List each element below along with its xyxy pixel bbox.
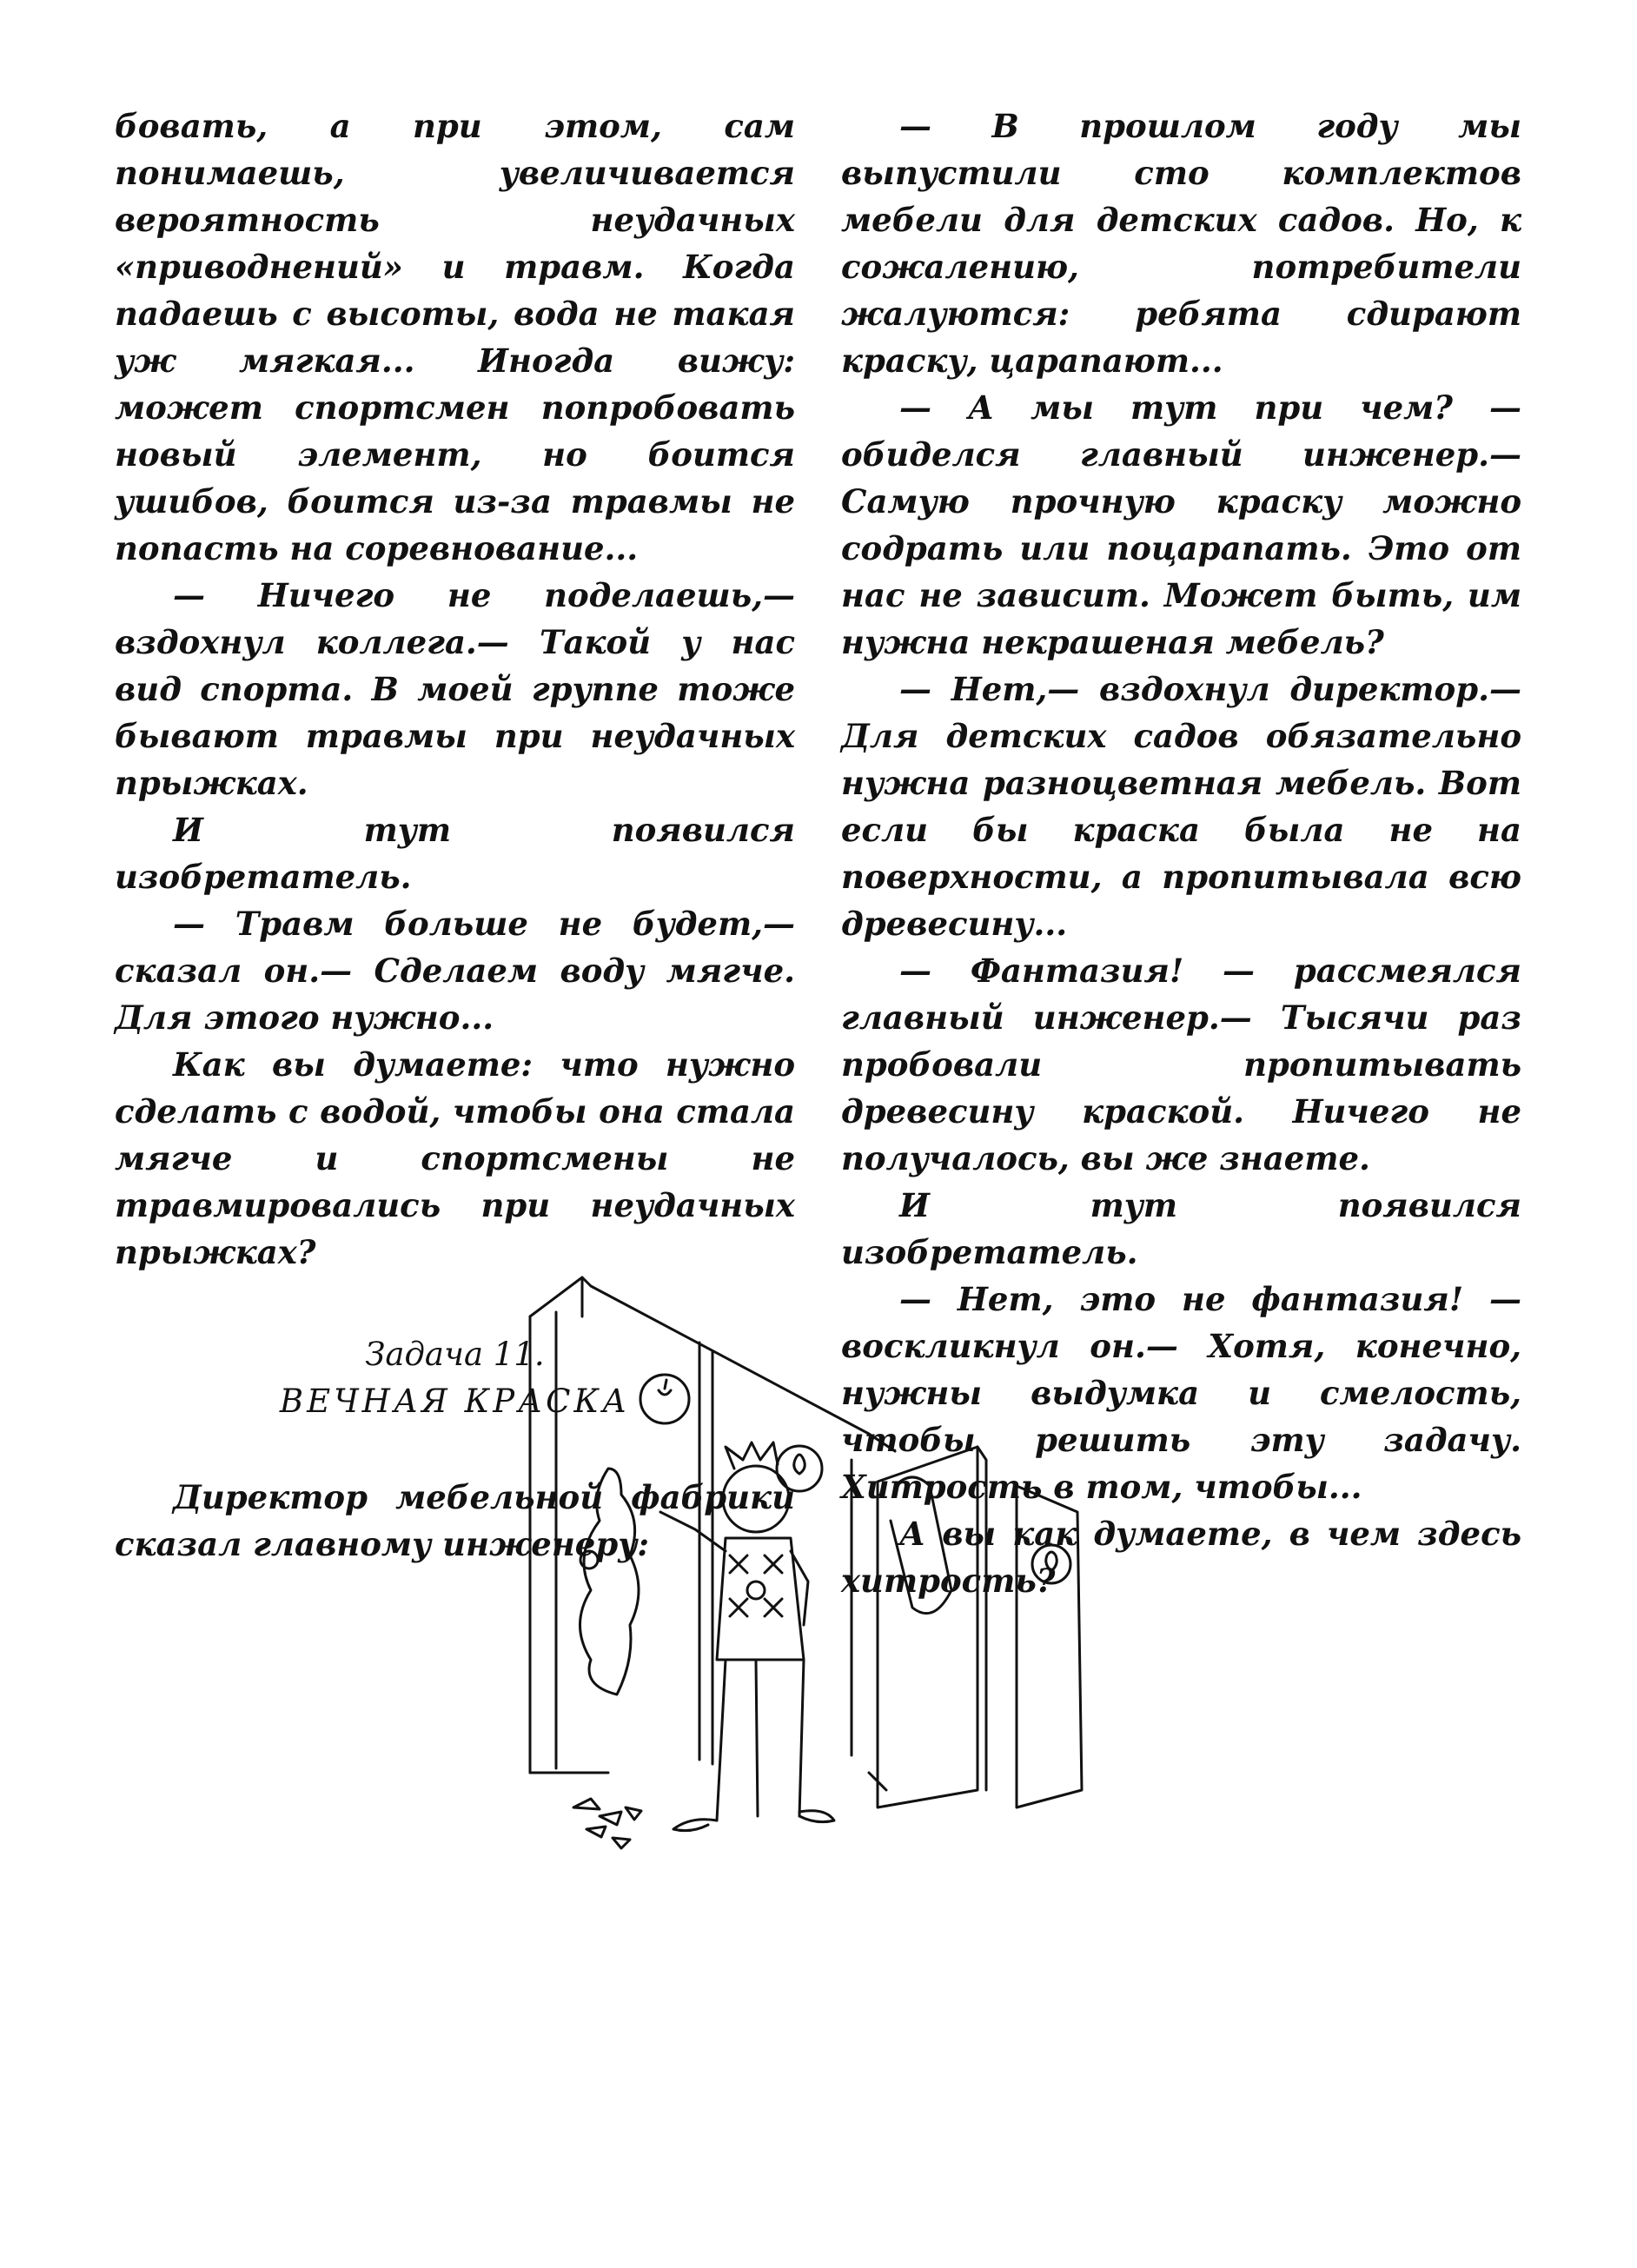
boy-scraping-paint-off-lockers-illustration: [504, 1251, 1112, 1946]
paragraph: И тут появился изобретатель.: [841, 1186, 1521, 1271]
paragraph: — Травм больше не будет,— сказал он.— Сделаем воду мягче. Для этого нужно...: [115, 905, 795, 1037]
paragraph: И тут появился изобретатель.: [115, 811, 795, 896]
paragraph: — А мы тут при чем? — обиделся главный инженер.— Самую прочную краску можно содрать или поцарапать. Это от нас не зависит. Может быть, им нужна некрашеная мебель?: [841, 388, 1521, 661]
paragraph: Как вы думаете: что нужно сделать с водой, чтобы она стала мягче и спортсмены не травмировались при неудачных прыжках?: [115, 1045, 795, 1271]
paragraph: — Нет, это не фантазия! — воскликнул он.— Хотя, конечно, нужны выдумка и смелость, чтобы решить эту задачу. Хитрость в том, чтобы...: [841, 1280, 1521, 1506]
paragraph: бовать, а при этом, сам понимаешь, увеличивается вероятность неудачных «приводнений» и травм. Когда падаешь с высоты, вода не такая уж мягкая... Иногда вижу: может спортсмен попробовать новый элемент, но боится ушибов, боится из-за травмы не попасть на соревнование...: [115, 107, 795, 567]
paragraph: — Нет,— вздохнул директор.— Для детских садов обязательно нужна разноцветная мебель. Вот если бы краска была не на поверхности, а пропитывала всю древесину...: [841, 670, 1521, 943]
paragraph: — В прошлом году мы выпустили сто комплектов мебели для детских садов. Но, к сожалению, потребители жалуются: ребята сдирают краску, царапают...: [841, 107, 1521, 380]
paragraph: — Ничего не поделаешь,— вздохнул коллега.— Такой у нас вид спорта. В моей группе тоже бывают травмы при неудачных прыжках.: [115, 576, 795, 802]
paragraph: Директор мебельной фабрики сказал главному инженеру:: [115, 1478, 795, 1563]
paragraph: — Фантазия! — рассмеялся главный инженер.— Тысячи раз пробовали пропитывать древесину краской. Ничего не получалось, вы же знаете.: [841, 952, 1521, 1177]
task-title: ВЕЧНАЯ КРАСКА: [279, 1383, 631, 1420]
paragraph: А вы как думаете, в чем здесь хитрость?: [841, 1515, 1521, 1600]
task-number: Задача 11.: [365, 1336, 545, 1373]
